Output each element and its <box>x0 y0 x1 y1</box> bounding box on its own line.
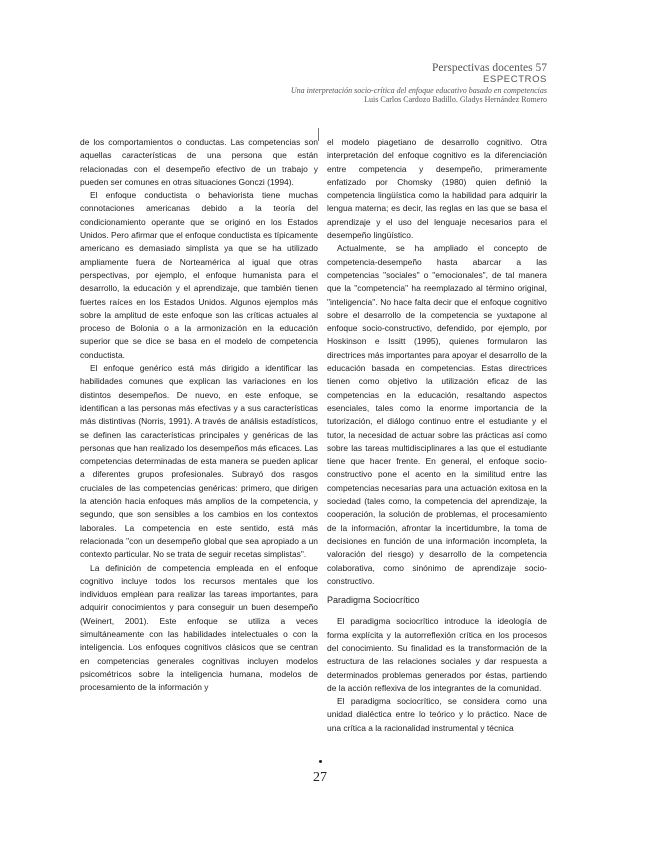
paragraph: de los comportamientos o conductas. Las competencias son aquellas características de una persona que están relacionadas con el desempeño efectivo de un trabajo y pueden ser comunes en otras situaciones Gonczi (1994). <box>80 137 318 187</box>
page-number: 27 <box>313 770 327 785</box>
paragraph: La definición de competencia empleada en el enfoque cognitivo incluye todos los recursos mentales que los individuos emplean para realizar las tareas importantes, para adquirir conocimientos y para conseguir un buen desempeño (Weinert, 2001). Este enfoque se utiliza a veces simultáneamente con las habilidades intelectuales o con la inteligencia. Los enfoques cognitivos clásicos que se centran en competencias generales cognitivas incluyen modelos psicométricos sobre la inteligencia humana, modelos de procesamiento de la información y <box>80 562 318 693</box>
header-article-title: Una interpretación socio-crítica del enfoque educativo basado en competencias <box>290 86 547 96</box>
header-series: Perspectivas docentes 57 <box>432 62 547 74</box>
header-journal: ESPECTROS <box>483 74 547 86</box>
running-header <box>291 62 547 105</box>
paragraph: El enfoque conductista o behaviorista tiene muchas connotaciones americanas debido a la teoría del condicionamiento operante que se originó en los Estados Unidos. Pero afirmar que el enfoque conductista es típicamente americano es demasiado simplista ya que se ha utilizado ampliamente fuera de Norteamérica al igual que otras perspectivas, por ejemplo, el enfoque humanista para el desarrollo, la educación y el aprendizaje, que también tienen fuertes raíces en los Estados Unidos. Algunos ejemplos más sobre la amplitud de este enfoque son las críticas actuales al proceso de Bolonia o a la armonización en la educación superior que se dice se basa en el modelo de competencia conductista. <box>80 190 318 360</box>
paragraph: Actualmente, se ha ampliado el concepto de competencia-desempeño hasta abarcar a las competencias "sociales" o "emocionales", de tal manera que la "competencia" ha reemplazado al término original, "inteligencia". No hace falta decir que el enfoque cognitivo sobre el desarrollo de la competencia se yuxtapone al enfoque socio-constructivo, defendido, por ejemplo, por Hoskinson e Issitt (1995), quienes formularon las directrices más importantes para apoyar el desarrollo de la educación basada en competencias. Estas directrices tienen como objetivo la utilización eficaz de las competencias en la educación, resaltando aspectos esenciales, tales como la enorme importancia de la tutorización, el diálogo continuo entre el estudiante y el tutor, la necesidad de actuar sobre las prácticas así como sobre las tareas multidisciplinares a las que el estudiante tiene que hacer frente. En general, el enfoque socio-constructivo pone el acento en la similitud entre las competencias necesarias para una actuación exitosa en la sociedad (tales como, la competencia del aprendizaje, la cooperación, la solución de problemas, el procesamiento de la información, afrontar la incertidumbre, la toma de decisiones en función de una información incompleta, la valoración del riesgo) y desarrollo de la competencia colaborativa, como sinónimo de aprendizaje socio-constructivo. <box>327 243 547 586</box>
paragraph: el modelo piagetiano de desarrollo cognitivo. Otra interpretación del enfoque cognitivo es la diferenciación entre competencia y desempeño, primeramente enfatizado por Chomsky (1980) quien definió la competencia lingüística como la habilidad para adquirir la lengua materna; es decir, las reglas en las que se basa el aprendizaje y el uso del lenguaje necesarios para el desempeño lingüístico. <box>327 137 547 241</box>
page-ornament-dot <box>319 760 322 763</box>
paragraph: El paradigma sociocrítico, se considera como una unidad dialéctica entre lo teórico y lo práctico. Nace de una crítica a la racionalidad instrumental y técnica <box>327 696 547 733</box>
paragraph: El enfoque genérico está más dirigido a identificar las habilidades comunes que explican las variaciones en los distintos desempeños. De nuevo, en este enfoque, se identifican a las personas más efectivas y a sus características más distintivas (Norris, 1991). A través de análisis estadísticos, se definen las características principales y genéricas de las personas que han realizado los desempeños más eficaces. Las competencias determinadas de esta manera se pueden aplicar a diferentes grupos profesionales. Subrayó dos rasgos cruciales de las competencias genéricas: primero, que dirigen la atención hacia enfoques más amplios de la competencia, y segundo, que son sensibles a los cambios en los contextos laborales. La competencia en este sentido, está más relacionada "con un desempeño global que sea apropiado a un contexto particular. No se trata de seguir recetas simplistas". <box>80 363 318 560</box>
left-column <box>80 136 318 694</box>
section-heading: Paradigma Sociocrítico <box>327 595 420 606</box>
right-column <box>327 136 547 735</box>
paragraph: El paradigma sociocrítico introduce la ideología de forma explícita y la autorreflexión crítica en los procesos del conocimiento. Su finalidad es la transformación de la estructura de las relaciones sociales y dar respuesta a determinados problemas generados por éstas, partiendo de la acción reflexiva de los integrantes de la comunidad. <box>327 616 547 693</box>
column-divider <box>318 128 319 141</box>
header-authors: Luis Carlos Cardozo Badillo. Gladys Hernández Romero <box>364 95 547 105</box>
